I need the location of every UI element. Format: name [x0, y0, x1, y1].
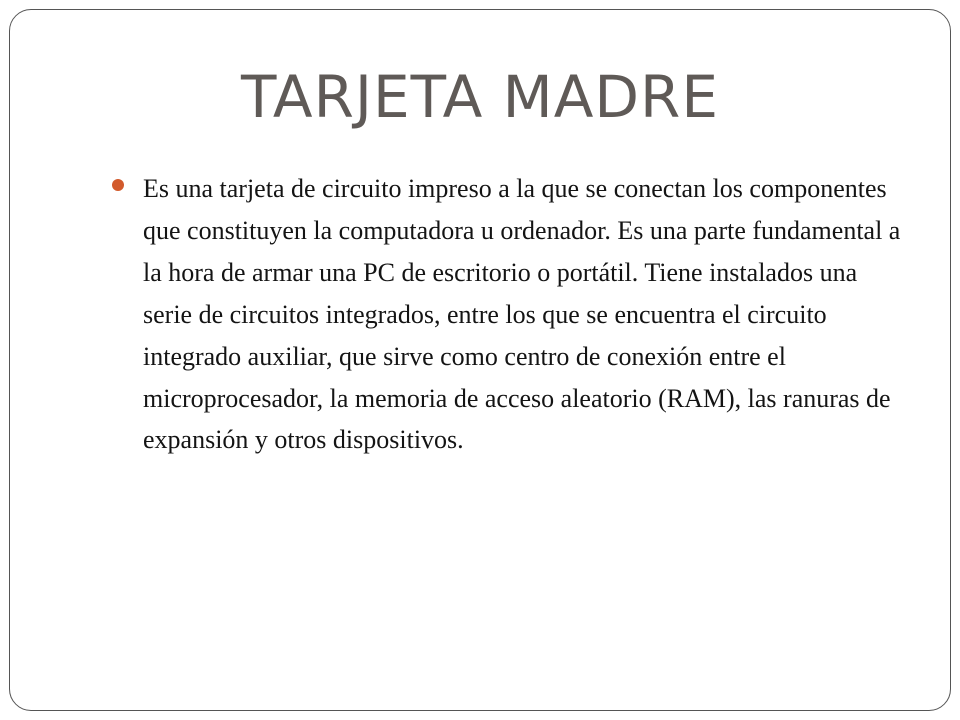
bullet-item [112, 168, 902, 461]
bullet-text: Es una tarjeta de circuito impreso a la que se conectan los componentes que constituyen la computadora u ordenador. Es una parte fundamental a la hora de armar una PC de escritorio o portátil. Tiene instalados una serie de circuitos integrados, entre los que se encuentra el circuito integrado auxiliar, que sirve como centro de conexión entre el microprocesador, la memoria de acceso aleatorio (RAM), las ranuras de expansión y otros dispositivos. [143, 174, 901, 455]
slide-frame [9, 9, 951, 711]
slide-title: TARJETA MADRE [240, 63, 720, 131]
bullet-dot-icon [112, 179, 124, 191]
